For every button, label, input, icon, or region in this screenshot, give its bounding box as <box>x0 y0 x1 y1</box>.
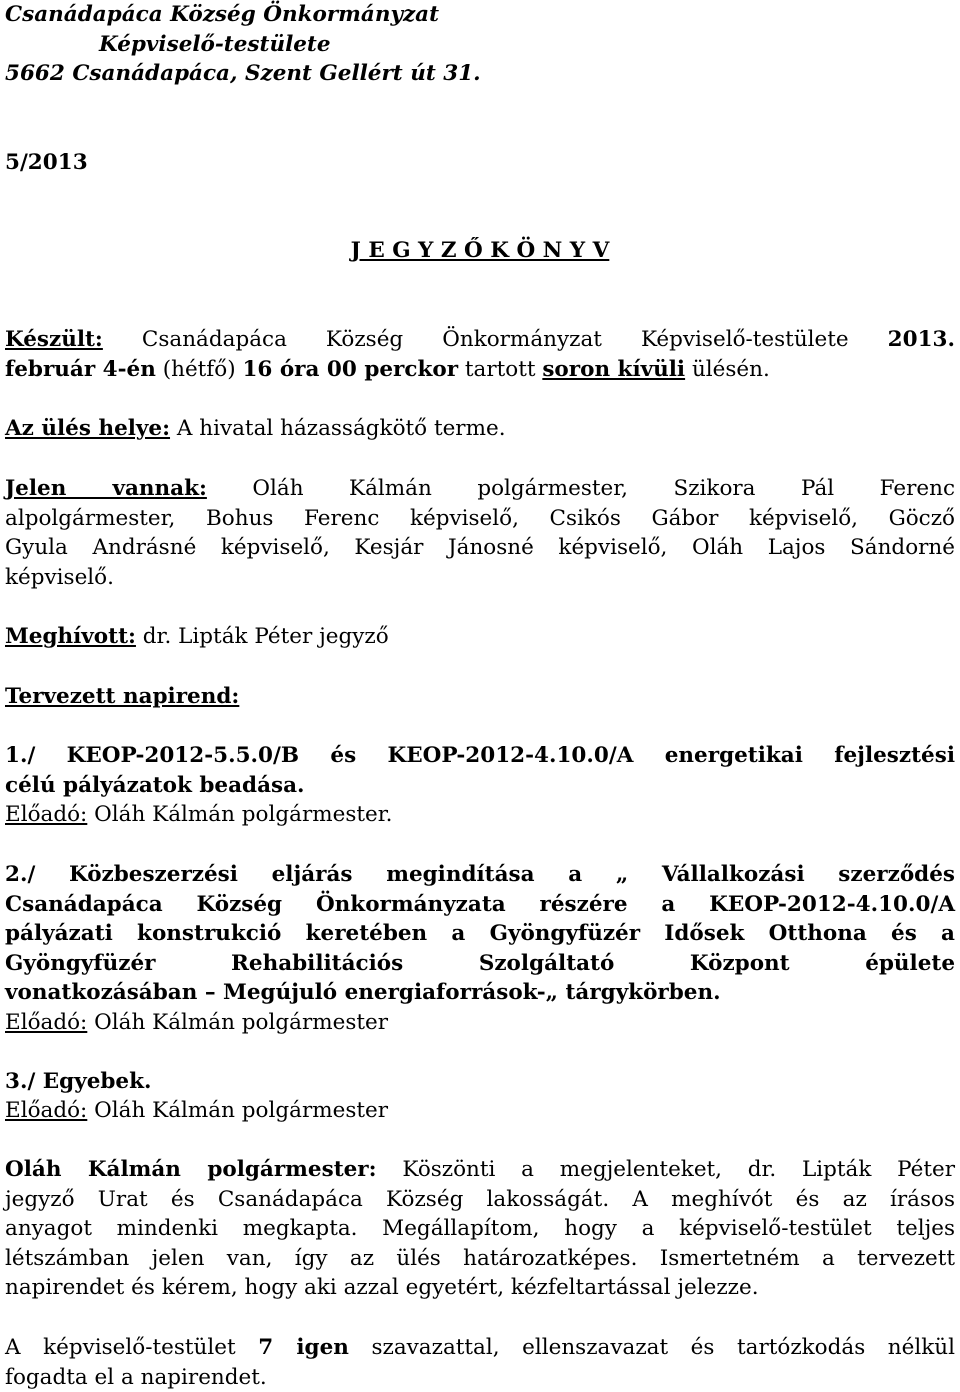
location-label: Az ülés helye: <box>5 416 171 441</box>
header-body-name: Képviselő-testülete <box>99 31 331 57</box>
vote-count: 7 igen <box>258 1335 349 1360</box>
header-org-name: Csanádapáca Község Önkormányzat <box>5 2 440 27</box>
document-number: 5/2013 <box>5 150 88 175</box>
agenda-item-1-line-1: 1./ KEOP-2012-5.5.0/B és KEOP-2012-4.10.0/A energetikai fejlesztési <box>5 743 955 768</box>
agenda-label: Tervezett napirend: <box>5 684 240 709</box>
attendees-line-4: képviselő. <box>5 564 114 590</box>
keszult-label: Készült: <box>5 327 103 352</box>
agenda-item-1 <box>5 741 955 800</box>
keszult-session-type: soron kívüli <box>542 356 686 382</box>
keszult-held: tartott <box>464 356 536 382</box>
agenda-item-2-line-1: 2./ Közbeszerzési eljárás megindítása a „ Vállalkozási szerződés <box>5 862 955 887</box>
invited-label: Meghívott: <box>5 624 136 649</box>
document-title: J E G Y Z Ő K Ö N Y V <box>350 238 610 263</box>
vote-line-2: fogadta el a napirendet. <box>5 1364 267 1390</box>
attendees-paragraph <box>5 474 955 592</box>
mayor-speech <box>5 1155 955 1303</box>
agenda-item-1-line-2: célú pályázatok beadása. <box>5 772 305 798</box>
location-line <box>5 414 955 444</box>
attendees-line-1: Oláh Kálmán polgármester, Szikora Pál Ferenc <box>252 476 955 501</box>
presenter-name: Oláh Kálmán polgármester. <box>94 802 393 827</box>
invited-line <box>5 622 955 652</box>
attendees-line-2: alpolgármester, Bohus Ferenc képviselő, Csikós Gábor képviselő, Göcző <box>5 505 955 531</box>
location-text: A hivatal házasságkötő terme. <box>176 416 506 441</box>
keszult-session: ülésén. <box>691 356 770 382</box>
keszult-year: 2013. <box>887 327 955 352</box>
presenter-label: Előadó: <box>5 1098 88 1123</box>
speaker-label: Oláh Kálmán polgármester: <box>5 1157 377 1182</box>
agenda-item-2-line-5: vonatkozásában – Megújuló energiaforrások-„ tárgykörben. <box>5 980 721 1006</box>
agenda-item-3: 3./ Egyebek. <box>5 1069 152 1094</box>
speech-line-3: anyagot mindenki megkapta. Megállapítom, hogy a képviselő-testület teljes <box>5 1216 955 1242</box>
agenda-item-2-line-2: Csanádapáca Község Önkormányzata részére a KEOP-2012-4.10.0/A <box>5 891 955 917</box>
agenda-item-2-presenter <box>5 1008 955 1038</box>
speech-line-1: Köszönti a megjelenteket, dr. Lipták Péter <box>402 1157 956 1182</box>
vote-text-1: A képviselő-testület <box>5 1335 236 1360</box>
agenda-item-2 <box>5 860 955 1008</box>
speech-line-5: napirendet és kérem, hogy aki azzal egyetért, kézfeltartással jelezze. <box>5 1275 759 1301</box>
keszult-text: Csanádapáca Község Önkormányzat Képviselő-testülete <box>141 327 849 352</box>
presenter-label: Előadó: <box>5 1010 88 1035</box>
keszult-date: február 4-én <box>5 356 156 382</box>
attendees-line-3: Gyula Andrásné képviselő, Kesjár Jánosné képviselő, Oláh Lajos Sándorné <box>5 535 955 561</box>
speech-line-2: jegyző Urat és Csanádapáca Község lakosságát. A meghívót és az írásos <box>5 1186 955 1212</box>
keszult-paragraph <box>5 325 955 384</box>
attendees-label: Jelen vannak: <box>5 476 207 501</box>
presenter-name: Oláh Kálmán polgármester <box>94 1010 389 1035</box>
invited-text: dr. Lipták Péter jegyző <box>142 624 389 649</box>
agenda-item-2-line-4: Gyöngyfüzér Rehabilitációs Szolgáltató Központ épülete <box>5 950 955 976</box>
presenter-label: Előadó: <box>5 802 88 827</box>
agenda-item-2-line-3: pályázati konstrukció keretében a Gyöngyfüzér Idősek Otthona és a <box>5 921 955 947</box>
vote-text-2: szavazattal, ellenszavazat és tartózkodás nélkül <box>371 1335 955 1360</box>
agenda-item-3-presenter <box>5 1096 955 1126</box>
presenter-name: Oláh Kálmán polgármester <box>94 1098 389 1123</box>
keszult-time: 16 óra 00 perckor <box>242 356 459 382</box>
keszult-day: (hétfő) <box>162 356 236 382</box>
header-address: 5662 Csanádapáca, Szent Gellért út 31. <box>5 61 481 87</box>
speech-line-4: létszámban jelen van, így az ülés határozatképes. Ismertetném a tervezett <box>5 1245 955 1271</box>
agenda-item-1-presenter <box>5 800 955 830</box>
vote-paragraph <box>5 1333 955 1392</box>
